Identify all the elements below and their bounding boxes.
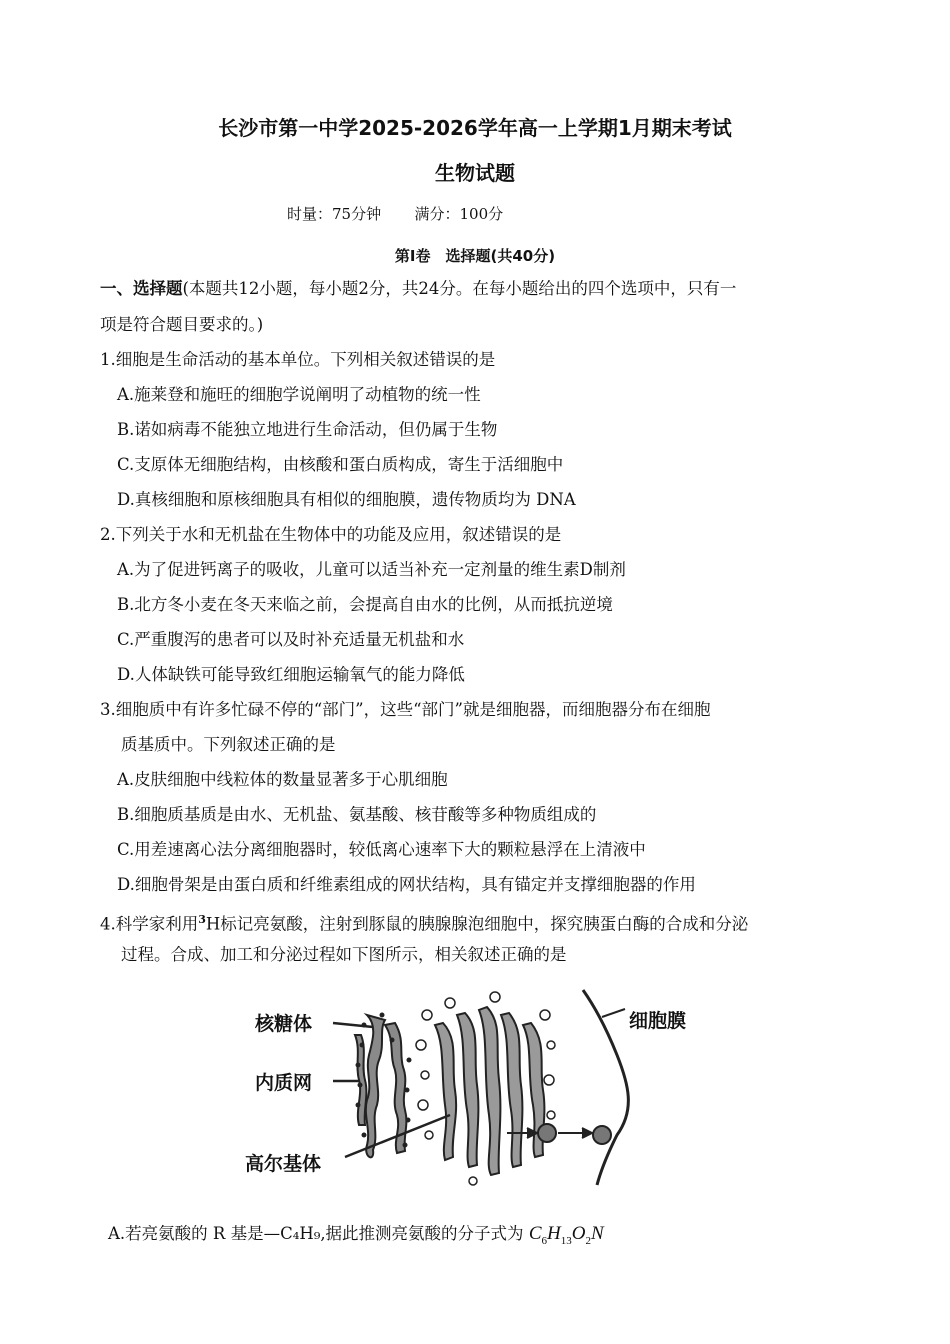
- option-a: A.皮肤细胞中线粒体的数量显著多于心肌细胞: [117, 770, 448, 789]
- exam-meta: [287, 203, 503, 224]
- option-d: D.细胞骨架是由蛋白质和纤维素组成的网状结构，具有锚定并支撑细胞器的作用: [117, 875, 696, 894]
- option-a: A.施莱登和施旺的细胞学说阐明了动植物的统一性: [117, 385, 481, 404]
- question-stem: 1.细胞是生命活动的基本单位。下列相关叙述错误的是: [100, 350, 496, 369]
- question-stem: 2.下列关于水和无机盐在生物体中的功能及应用，叙述错误的是: [100, 525, 562, 544]
- secretion-pathway-figure: [245, 985, 715, 1190]
- label-golgi: 高尔基体: [245, 1153, 322, 1175]
- exocytosis-vesicle: [593, 1126, 611, 1144]
- option-b: B.诺如病毒不能独立地进行生命活动，但仍属于生物: [117, 420, 498, 439]
- section-instruction-cont: 项是符合题目要求的。): [100, 315, 264, 334]
- exam-title: 长沙市第一中学2025-2026学年高一上学期1月期末考试: [218, 116, 732, 140]
- label-ribosome: 核糖体: [255, 1013, 313, 1035]
- secretory-vesicle: [538, 1124, 556, 1142]
- exam-subject: 生物试题: [435, 161, 515, 185]
- question-stem-cont: 过程。合成、加工和分泌过程如下图所示，相关叙述正确的是: [121, 945, 567, 964]
- golgi-apparatus: [435, 1007, 544, 1175]
- option-c: C.支原体无细胞结构，由核酸和蛋白质构成，寄生于活细胞中: [117, 455, 564, 474]
- volume-heading: 第Ⅰ卷 选择题(共40分): [394, 247, 556, 265]
- question-stem: 4.科学家利用$^3$H标记亮氨酸，注射到豚鼠的胰腺腺泡细胞中，探究胰蛋白酶的合成和分泌: [100, 913, 749, 934]
- option-c: C.严重腹泻的患者可以及时补充适量无机盐和水: [117, 630, 465, 649]
- option-c: C.用差速离心法分离细胞器时，较低离心速率下大的颗粒悬浮在上清液中: [117, 840, 646, 859]
- option-d: D.人体缺铁可能导致红细胞运输氧气的能力降低: [117, 665, 465, 684]
- option-a: A.若亮氨酸的 R 基是—C₄H₉,据此推测亮氨酸的分子式为 $C_6H_{13}O_2N$: [108, 1223, 604, 1247]
- section-instruction: 一、选择题(本题共12小题，每小题2分，共24分。在每小题给出的四个选项中，只有一: [100, 279, 737, 298]
- label-er: 内质网: [255, 1072, 313, 1094]
- question-stem: 3.细胞质中有许多忙碌不停的“部门”，这些“部门”就是细胞器，而细胞器分布在细胞: [100, 700, 711, 719]
- exam-time: 时量：75分钟: [287, 205, 382, 223]
- option-d: D.真核细胞和原核细胞具有相似的细胞膜，遗传物质均为 DNA: [117, 490, 576, 509]
- question-stem-cont: 质基质中。下列叙述正确的是: [121, 735, 336, 754]
- molecular-formula: $C_6H_{13}O_2N$: [528, 1223, 604, 1247]
- option-b: B.细胞质基质是由水、无机盐、氨基酸、核苷酸等多种物质组成的: [117, 805, 597, 824]
- label-membrane: 细胞膜: [629, 1010, 687, 1032]
- exam-score: 满分：100分: [414, 205, 504, 223]
- section-heading: 一、选择题: [100, 279, 183, 298]
- option-b: B.北方冬小麦在冬天来临之前，会提高自由水的比例，从而抵抗逆境: [117, 595, 613, 614]
- cell-membrane-curve: [583, 990, 628, 1185]
- option-a: A.为了促进钙离子的吸收，儿童可以适当补充一定剂量的维生素D制剂: [117, 560, 626, 579]
